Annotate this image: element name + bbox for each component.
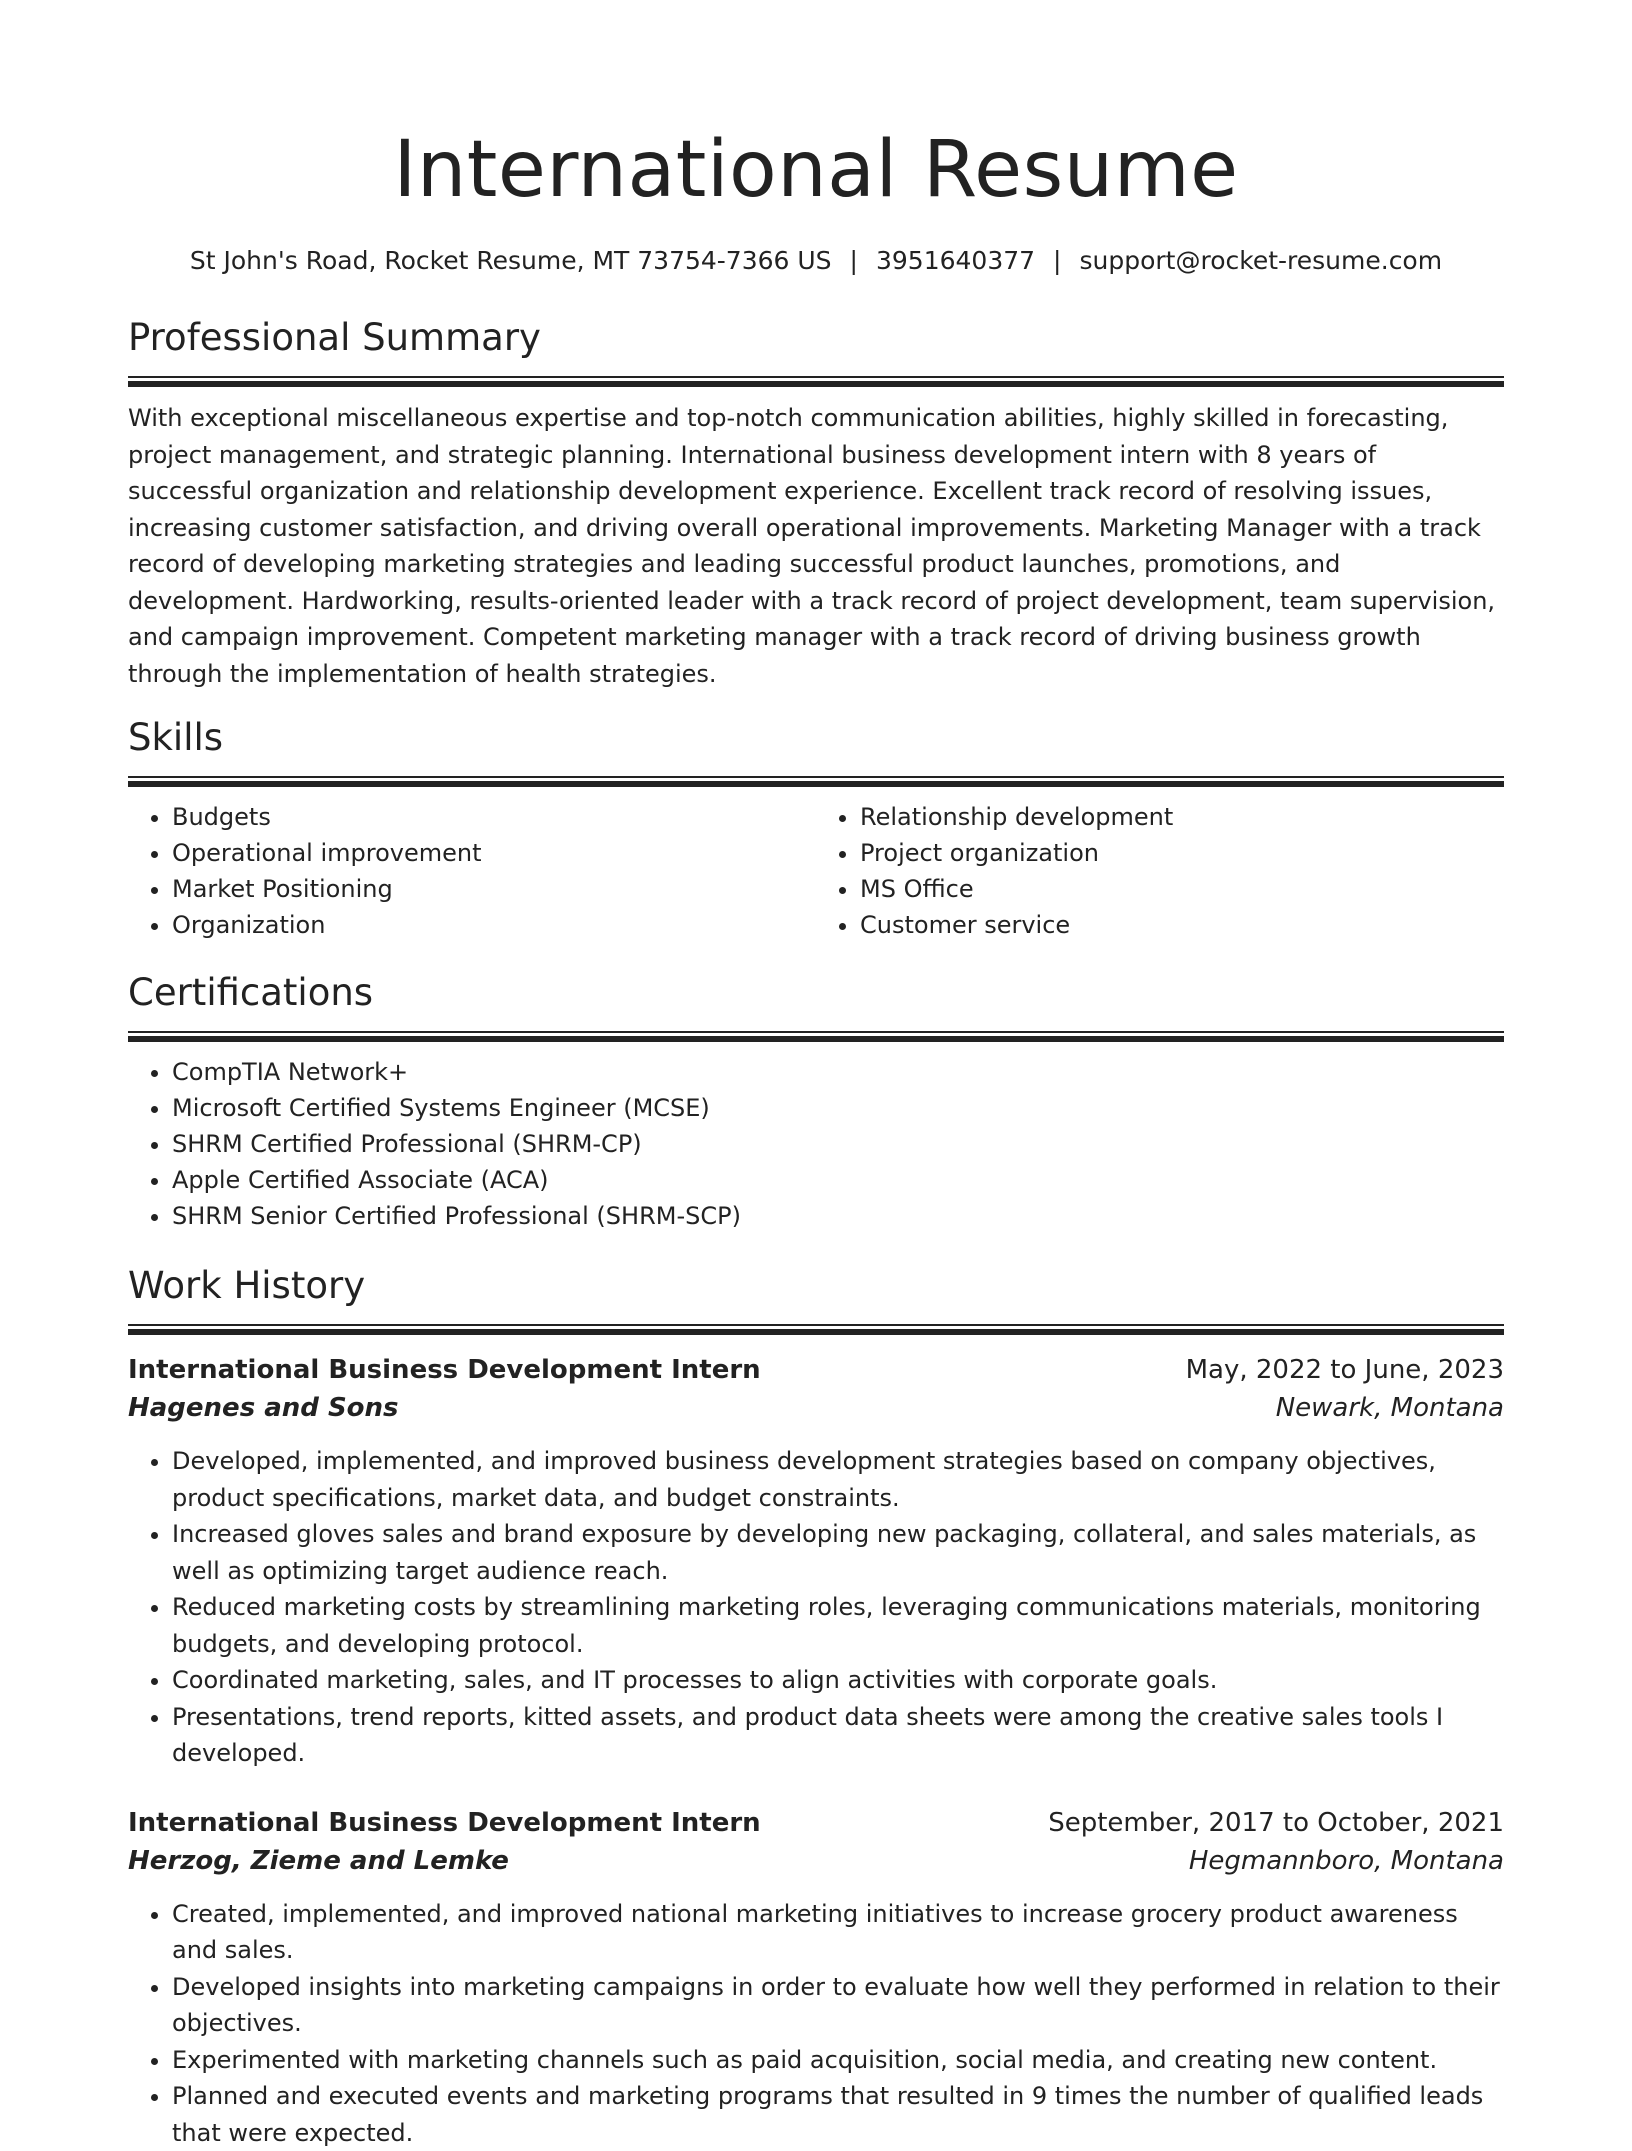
job-bullet: • Increased gloves sales and brand exposure by developing new packaging, collateral, and sales materials, as well as optimizing target audience reach. — [172, 1516, 1504, 1589]
certification-item: • Microsoft Certified Systems Engineer (MCSE) — [172, 1090, 1504, 1126]
certifications-heading: Certifications — [128, 971, 1504, 1015]
certifications-section — [128, 971, 1504, 1234]
job-bullet: • Created, implemented, and improved national marketing initiatives to increase grocery product awareness and sales. — [172, 1896, 1504, 1969]
contact-line — [128, 244, 1504, 278]
job-bullet: • Coordinated marketing, sales, and IT processes to align activities with corporate goals. — [172, 1662, 1504, 1699]
job-bullet: • Developed, implemented, and improved business development strategies based on company objectives, product specifications, market data, and budget constraints. — [172, 1443, 1504, 1516]
job-bullet: • Experimented with marketing channels such as paid acquisition, social media, and creating new content. — [172, 2042, 1504, 2079]
job-title: International Business Development Intern — [128, 1351, 761, 1389]
contact-email: support@rocket-resume.com — [1079, 246, 1442, 275]
job-header-row — [128, 1351, 1504, 1389]
skill-item: • Budgets — [172, 799, 816, 835]
job-bullet: • Planned and executed events and marketing programs that resulted in 9 times the number of qualified leads that were expected. — [172, 2078, 1504, 2151]
job-dates: May, 2022 to June, 2023 — [1186, 1351, 1504, 1389]
skill-item: • MS Office — [860, 871, 1504, 907]
job-company: Hagenes and Sons — [128, 1389, 399, 1427]
certification-item: • SHRM Senior Certified Professional (SHRM-SCP) — [172, 1198, 1504, 1234]
job-bullet: • Presentations, trend reports, kitted assets, and product data sheets were among the creative sales tools I developed. — [172, 1699, 1504, 1772]
job-company-row — [128, 1389, 1504, 1427]
section-divider — [128, 776, 1504, 787]
skills-heading: Skills — [128, 716, 1504, 760]
job-company: Herzog, Zieme and Lemke — [128, 1842, 509, 1880]
contact-separator: | — [850, 244, 858, 278]
resume-title: International Resume — [128, 0, 1504, 218]
work-history-section — [128, 1264, 1504, 2151]
skills-columns — [128, 799, 1504, 943]
job-title: International Business Development Intern — [128, 1804, 761, 1842]
skills-list-left — [128, 799, 816, 943]
job-bullet: • Reduced marketing costs by streamlining marketing roles, leveraging communications materials, monitoring budgets, and developing protocol. — [172, 1589, 1504, 1662]
certification-item: • SHRM Certified Professional (SHRM-CP) — [172, 1126, 1504, 1162]
certification-item: • CompTIA Network+ — [172, 1054, 1504, 1090]
skills-section — [128, 716, 1504, 943]
section-divider — [128, 1324, 1504, 1335]
job-location: Hegmannboro, Montana — [1189, 1842, 1504, 1880]
summary-text: With exceptional miscellaneous expertise and top-notch communication abilities, highly skilled in forecasting, project management, and strategic planning. International business development intern with 8 years of successful organization and relationship development experience. Excellent track record of resolving issues, increasing customer satisfaction, and driving overall operational improvements. Marketing Manager with a track record of developing marketing strategies and leading successful product launches, promotions, and development. Hardworking, results-oriented leader with a track record of project development, team supervision, and campaign improvement. Competent marketing manager with a track record of driving business growth through the implementation of health strategies. — [128, 400, 1504, 692]
skill-item: • Market Positioning — [172, 871, 816, 907]
contact-separator: | — [1053, 244, 1061, 278]
job-bullets — [128, 1896, 1504, 2151]
skill-item: • Customer service — [860, 907, 1504, 943]
job-entry — [128, 1804, 1504, 2151]
job-dates: September, 2017 to October, 2021 — [1048, 1804, 1504, 1842]
summary-section — [128, 316, 1504, 692]
skill-item: • Organization — [172, 907, 816, 943]
skill-item: • Relationship development — [860, 799, 1504, 835]
contact-address: St John's Road, Rocket Resume, MT 73754-7366 US — [190, 246, 832, 275]
skills-list-right — [816, 799, 1504, 943]
work-history-heading: Work History — [128, 1264, 1504, 1308]
job-header-row — [128, 1804, 1504, 1842]
certifications-list — [128, 1054, 1504, 1234]
certification-item: • Apple Certified Associate (ACA) — [172, 1162, 1504, 1198]
summary-heading: Professional Summary — [128, 316, 1504, 360]
skill-item: • Operational improvement — [172, 835, 816, 871]
section-divider — [128, 1031, 1504, 1042]
job-location: Newark, Montana — [1276, 1389, 1504, 1427]
section-divider — [128, 376, 1504, 387]
job-bullet: • Developed insights into marketing campaigns in order to evaluate how well they performed in relation to their objectives. — [172, 1969, 1504, 2042]
job-entry — [128, 1351, 1504, 1772]
contact-phone: 3951640377 — [876, 246, 1035, 275]
job-bullets — [128, 1443, 1504, 1772]
skill-item: • Project organization — [860, 835, 1504, 871]
job-company-row — [128, 1842, 1504, 1880]
